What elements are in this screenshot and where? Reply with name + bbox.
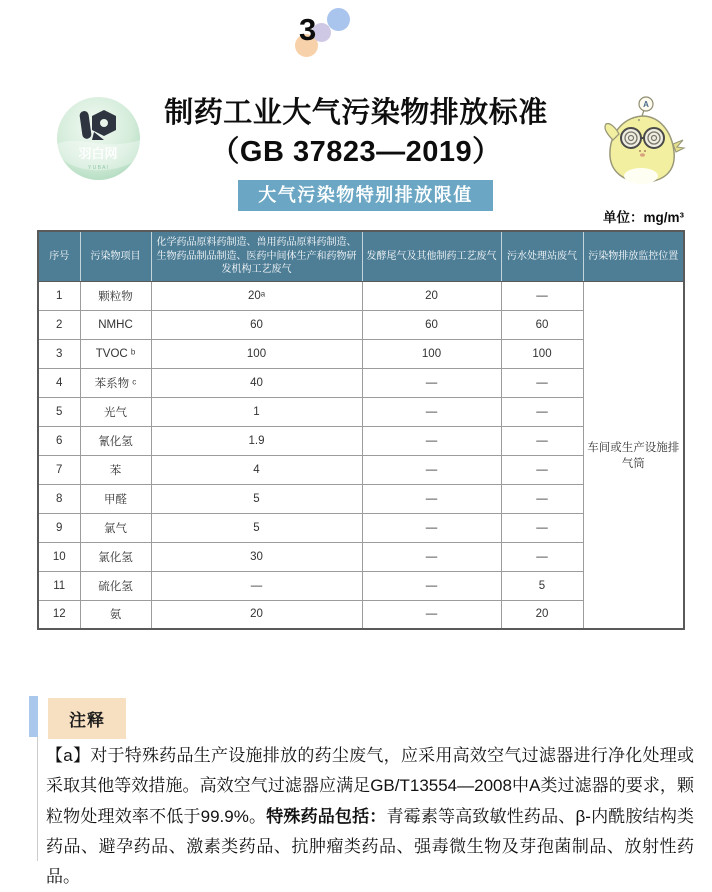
cell-ferment-limit: 100 [362,339,501,368]
cell-ferment-limit: — [362,513,501,542]
cell-chem-limit: 100 [151,339,362,368]
cell-serial: 3 [38,339,80,368]
cell-wastewater-limit: 60 [501,310,583,339]
cell-ferment-limit: — [362,426,501,455]
cell-serial: 2 [38,310,80,339]
cell-wastewater-limit: — [501,368,583,397]
unit-label: 单位：mg/m³ [603,210,684,225]
cell-ferment-limit: — [362,368,501,397]
cell-wastewater-limit: 5 [501,571,583,600]
cell-serial: 11 [38,571,80,600]
mascot-bird-icon [597,94,692,194]
yubai-logo-icon [56,96,141,181]
cell-wastewater-limit: — [501,397,583,426]
cell-serial: 6 [38,426,80,455]
cell-serial: 8 [38,484,80,513]
cell-chem-limit: 40 [151,368,362,397]
cell-wastewater-limit: 20 [501,600,583,629]
col-header-pollutant: 污染物项目 [80,231,151,281]
mascot-badge-letter: A [643,100,649,109]
cell-pollutant: TVOC ᵇ [80,339,151,368]
cell-serial: 9 [38,513,80,542]
blue-dot-icon [327,8,350,31]
cell-pollutant: 氨 [80,600,151,629]
cell-ferment-limit: — [362,484,501,513]
yubai-logo [56,96,141,181]
title-line-1: 制药工业大气污染物排放标准 [164,97,548,129]
page-number-decoration [283,6,355,60]
cell-ferment-limit: — [362,542,501,571]
cell-serial: 4 [38,368,80,397]
cell-wastewater-limit: — [501,484,583,513]
cell-ferment-limit: 60 [362,310,501,339]
cell-chem-limit: 1 [151,397,362,426]
logo-subtext: Y U B A I [88,165,108,171]
mascot-character [597,94,692,194]
table-header-row [38,231,684,281]
page-number: 3 [299,12,317,47]
cell-pollutant: 氯化氢 [80,542,151,571]
cell-chem-limit: 20ᵃ [151,281,362,310]
cell-pollutant: 苯 [80,455,151,484]
cell-wastewater-limit: 100 [501,339,583,368]
cell-serial: 10 [38,542,80,571]
title-line-2: （GB 37823—2019） [210,135,502,168]
note-a-bold: 特殊药品包括： [266,806,387,826]
note-accent-bar [29,696,38,737]
cell-wastewater-limit: — [501,542,583,571]
cell-chem-limit: 30 [151,542,362,571]
section-banner: 大气污染物特别排放限值 [238,180,493,211]
cell-pollutant: 硫化氢 [80,571,151,600]
cell-chem-limit: 60 [151,310,362,339]
cell-pollutant: 颗粒物 [80,281,151,310]
cell-chem-limit: — [151,571,362,600]
col-header-serial: 序号 [38,231,80,281]
cell-ferment-limit: — [362,600,501,629]
cell-serial: 12 [38,600,80,629]
cell-pollutant: 苯系物 ᶜ [80,368,151,397]
col-header-fermentation: 发酵尾气及其他制药工艺废气 [362,231,501,281]
cell-chem-limit: 5 [151,513,362,542]
cell-chem-limit: 4 [151,455,362,484]
cell-pollutant: 甲醛 [80,484,151,513]
note-left-rule [37,737,38,861]
cell-ferment-limit: — [362,455,501,484]
col-header-chemical-process: 化学药品原料药制造、兽用药品原料药制造、生物药品制品制造、医药中间体生产和药物研发机构工艺废气 [151,231,362,281]
page-title [136,94,576,171]
col-header-wastewater-station: 污水处理站废气 [501,231,583,281]
cell-chem-limit: 20 [151,600,362,629]
note-a-prefix: 【a】对于特殊药品生产设施排放的药尘废气，应采用高效空气过滤器进行净化处理或采取其他等效措施。高效空气过滤器应满足GB/T13554—2008中A类过滤器的要求，颗粒物处理效率不低于99.9%。 [46,746,694,826]
cell-chem-limit: 1.9 [151,426,362,455]
logo-text: 羽白网 [78,146,118,161]
cell-pollutant: 氯气 [80,513,151,542]
table-row [38,281,684,310]
cell-pollutant: 光气 [80,397,151,426]
cell-ferment-limit: 20 [362,281,501,310]
cell-ferment-limit: — [362,397,501,426]
emission-limit-table [37,230,683,630]
col-header-monitor-location: 污染物排放监控位置 [583,231,684,281]
cell-serial: 7 [38,455,80,484]
cell-wastewater-limit: — [501,426,583,455]
note-section-label: 注释 [48,698,126,739]
cell-wastewater-limit: — [501,281,583,310]
cell-wastewater-limit: — [501,455,583,484]
note-a-text [46,741,694,892]
cell-monitor-location: 车间或生产设施排气筒 [583,281,684,629]
cell-chem-limit: 5 [151,484,362,513]
cell-serial: 5 [38,397,80,426]
cell-pollutant: NMHC [80,310,151,339]
note-a-suffix: 青霉素等高致敏性药品、β-内酰胺结构类药品、避孕药品、激素类药品、抗肿瘤类药品、强毒微生物及芽孢菌制品、放射性药品。 [46,806,695,886]
cell-pollutant: 氰化氢 [80,426,151,455]
cell-serial: 1 [38,281,80,310]
cell-wastewater-limit: — [501,513,583,542]
cell-ferment-limit: — [362,571,501,600]
